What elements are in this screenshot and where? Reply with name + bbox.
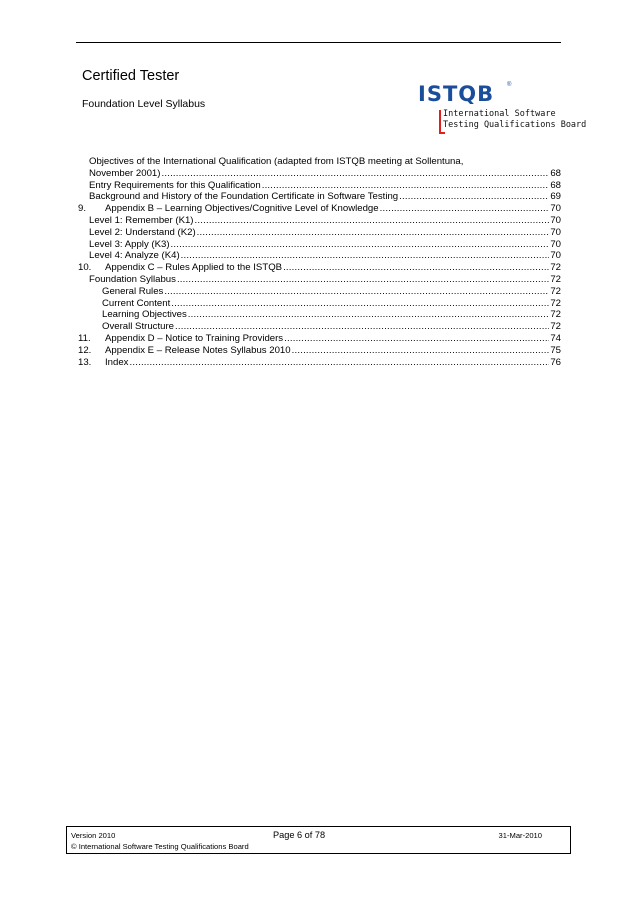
- footer-date: 31-Mar-2010: [498, 831, 542, 840]
- toc-entry[interactable]: [78, 274, 561, 286]
- toc-entry[interactable]: [78, 227, 561, 239]
- toc-dot-leader: [175, 321, 549, 333]
- toc-entry[interactable]: [78, 345, 561, 357]
- toc-entry[interactable]: [78, 239, 561, 251]
- footer-copyright: © International Software Testing Qualifications Board: [71, 842, 249, 851]
- toc-entry-label: General Rules: [102, 285, 164, 297]
- footer-page-number: Page 6 of 78: [273, 830, 326, 840]
- toc-entry[interactable]: [78, 321, 561, 333]
- toc-entry-page: 70: [550, 250, 561, 262]
- logo-mark: ISTQB: [418, 82, 495, 106]
- toc-entry-label: Index: [105, 356, 129, 368]
- document-subtitle: Foundation Level Syllabus: [82, 98, 206, 110]
- toc-dot-leader: [164, 286, 549, 298]
- toc-entry-label: November 2001): [89, 167, 161, 179]
- toc-entry-page: 72: [550, 321, 561, 333]
- toc-entry-label: Appendix B – Learning Objectives/Cognitive Level of Knowledge: [105, 203, 379, 215]
- toc-entry-page: 68: [550, 167, 561, 179]
- footer-version: Version 2010: [71, 831, 116, 840]
- logo-registered-mark: ®: [507, 82, 512, 88]
- toc-dot-leader: [171, 239, 550, 251]
- toc-entry-label: Current Content: [102, 297, 171, 309]
- toc-entry[interactable]: [78, 203, 561, 215]
- logo-line-1: International Software: [443, 109, 556, 119]
- toc-entry-label: Entry Requirements for this Qualification: [89, 179, 261, 191]
- toc-entry-number: 13.: [78, 356, 92, 368]
- toc-entry-page: 70: [550, 203, 561, 215]
- page-footer: [66, 826, 571, 854]
- toc-entry-page: 76: [550, 356, 561, 368]
- toc-entry-label: Learning Objectives: [102, 309, 187, 321]
- toc-entry-objectives[interactable]: [78, 168, 561, 180]
- toc-entry[interactable]: [78, 309, 561, 321]
- toc-entry-page: 72: [550, 262, 561, 274]
- table-of-contents: [78, 156, 561, 368]
- toc-dot-leader: [129, 357, 549, 369]
- toc-entry-label: Background and History of the Foundation Certificate in Software Testing: [89, 191, 399, 203]
- toc-entry-page: 74: [550, 332, 561, 344]
- toc-entry-number: 9.: [78, 203, 87, 215]
- toc-entry-number: 12.: [78, 344, 92, 356]
- toc-entry[interactable]: [78, 286, 561, 298]
- toc-entry-page: 70: [550, 238, 561, 250]
- toc-entry-label: Level 1: Remember (K1): [89, 214, 194, 226]
- toc-dot-leader: [171, 298, 549, 310]
- toc-dot-leader: [188, 309, 550, 321]
- toc-entry[interactable]: [78, 298, 561, 310]
- toc-entry-number: 10.: [78, 262, 92, 274]
- toc-entry-number: 11.: [78, 332, 91, 344]
- toc-entry-label: Appendix D – Notice to Training Providers: [105, 332, 284, 344]
- toc-entry[interactable]: [78, 215, 561, 227]
- toc-entry-objectives-line1[interactable]: Objectives of the International Qualification (adapted from ISTQB meeting at Sollentuna,: [89, 156, 464, 167]
- toc-entry[interactable]: [78, 180, 561, 192]
- toc-entry-page: 69: [550, 191, 561, 203]
- toc-entry-label: Level 3: Apply (K3): [89, 238, 170, 250]
- toc-entry-page: 68: [550, 179, 561, 191]
- toc-dot-leader: [197, 227, 550, 239]
- toc-entry-page: 72: [550, 309, 561, 321]
- toc-entry[interactable]: [78, 191, 561, 203]
- logo-line-2: Testing Qualifications Board: [443, 120, 587, 130]
- toc-entry-label: Appendix E – Release Notes Syllabus 2010: [105, 344, 291, 356]
- toc-entry-page: 72: [550, 273, 561, 285]
- toc-dot-leader: [283, 262, 549, 274]
- toc-dot-leader: [177, 274, 549, 286]
- toc-entry-label: Foundation Syllabus: [89, 273, 176, 285]
- toc-entry[interactable]: [78, 262, 561, 274]
- document-title: Certified Tester: [82, 68, 180, 84]
- toc-dot-leader: [161, 168, 549, 180]
- toc-dot-leader: [284, 333, 549, 345]
- toc-entry-label: Level 4: Analyze (K4): [89, 250, 180, 262]
- toc-entry-label: Appendix C – Rules Applied to the ISTQB: [105, 262, 283, 274]
- toc-dot-leader: [262, 180, 550, 192]
- toc-dot-leader: [380, 203, 550, 215]
- toc-entry-label: Level 2: Understand (K2): [89, 226, 196, 238]
- toc-entry[interactable]: [78, 357, 561, 369]
- toc-dot-leader: [292, 345, 550, 357]
- toc-entry[interactable]: [78, 333, 561, 345]
- toc-entry-page: 72: [550, 285, 561, 297]
- toc-dot-leader: [195, 215, 550, 227]
- toc-dot-leader: [399, 191, 549, 203]
- toc-entry-page: 70: [550, 226, 561, 238]
- toc-entry-page: 70: [550, 214, 561, 226]
- header-rule: [76, 42, 561, 43]
- istqb-logo: [416, 82, 587, 142]
- toc-dot-leader: [181, 250, 550, 262]
- toc-entry-page: 72: [550, 297, 561, 309]
- toc-entry[interactable]: [78, 250, 561, 262]
- toc-entry-page: 75: [550, 344, 561, 356]
- toc-entry-label: Overall Structure: [102, 321, 174, 333]
